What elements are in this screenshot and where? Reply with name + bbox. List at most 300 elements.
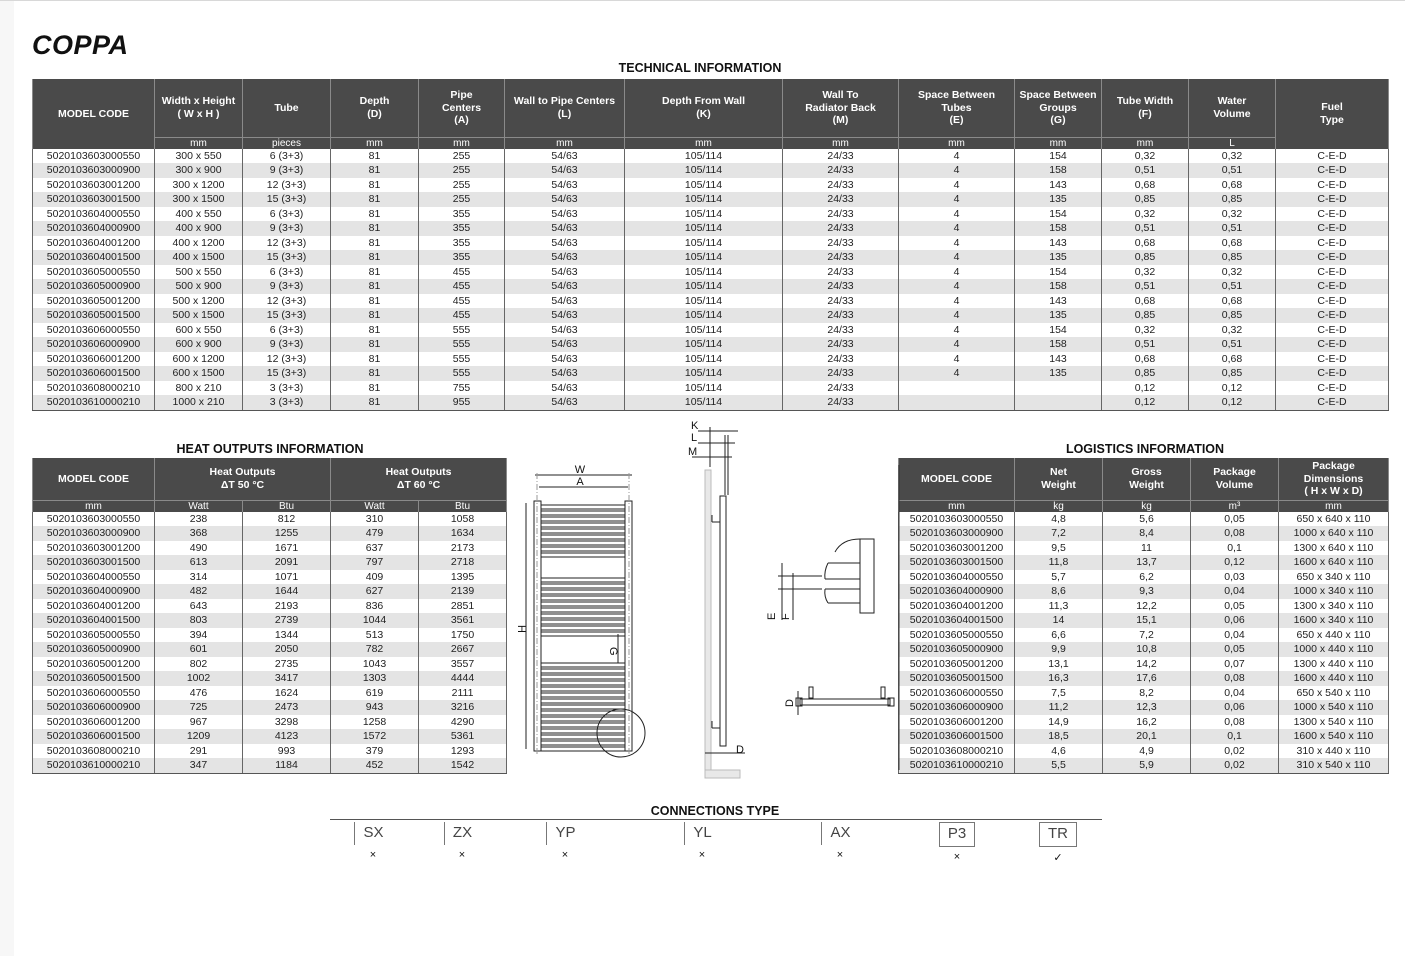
cross-icon: × (369, 849, 377, 861)
value-cell: 81 (331, 294, 419, 309)
value-cell: 803 (155, 613, 243, 628)
value-cell: 5,7 (1015, 570, 1103, 585)
top-view (796, 687, 894, 715)
table-row (33, 308, 1389, 323)
radiator-tube (541, 535, 625, 539)
value-cell: 4 (899, 323, 1015, 338)
unit-label: mm (783, 137, 899, 149)
value-cell: 1300 x 640 x 110 (1279, 541, 1389, 556)
label-w: W (574, 464, 586, 476)
connection-code: SX (354, 822, 391, 845)
value-cell: 476 (155, 686, 243, 701)
column-header (419, 79, 505, 137)
unit-label: mm (419, 137, 505, 149)
value-cell: 500 x 1500 (155, 308, 243, 323)
value-cell: 967 (155, 715, 243, 730)
header-line: MODEL CODE (58, 472, 129, 485)
connection-code: YP (546, 822, 583, 845)
value-cell: 14 (1015, 613, 1103, 628)
value-cell: 650 x 440 x 110 (1279, 628, 1389, 643)
value-cell: 4 (899, 366, 1015, 381)
value-cell: 24/33 (783, 381, 899, 396)
table-row (33, 352, 1389, 367)
value-cell: 4 (899, 294, 1015, 309)
table-row (33, 599, 507, 614)
value-cell: 1634 (419, 526, 507, 541)
header-line: Space Between (917, 89, 996, 101)
unit-label: mm (33, 500, 155, 512)
value-cell: 0,32 (1102, 323, 1189, 338)
value-cell: 0,51 (1102, 279, 1189, 294)
table-row (33, 265, 1389, 280)
table-row (33, 236, 1389, 251)
header-line: (L) (557, 107, 572, 120)
value-cell: 943 (331, 700, 419, 715)
value-cell: 81 (331, 279, 419, 294)
value-cell: 500 x 900 (155, 279, 243, 294)
model-code-cell: 5020103604001500 (33, 613, 155, 628)
value-cell: 54/63 (505, 149, 625, 164)
value-cell: 455 (419, 308, 505, 323)
label-d-side: D (736, 744, 744, 756)
value-cell: 1000 x 440 x 110 (1279, 642, 1389, 657)
column-header (1103, 458, 1191, 500)
value-cell: 650 x 640 x 110 (1279, 512, 1389, 527)
value-cell: C-E-D (1276, 250, 1389, 265)
radiator-tube (541, 523, 625, 527)
value-cell: 4 (899, 250, 1015, 265)
value-cell: 4 (899, 265, 1015, 280)
table-row (899, 526, 1389, 541)
label-m: M (688, 446, 698, 458)
value-cell: 490 (155, 541, 243, 556)
value-cell: 81 (331, 308, 419, 323)
cross-icon: × (698, 849, 706, 861)
value-cell: 513 (331, 628, 419, 643)
value-cell: 105/114 (625, 381, 783, 396)
front-view (526, 473, 645, 757)
model-code-cell: 5020103605001200 (33, 294, 155, 309)
model-code-cell: 5020103605000900 (33, 642, 155, 657)
table-row (33, 337, 1389, 352)
model-code-cell: 5020103605000550 (33, 628, 155, 643)
value-cell: 14,9 (1015, 715, 1103, 730)
radiator-tube (541, 632, 625, 636)
model-code-cell: 5020103605001500 (33, 308, 155, 323)
value-cell: 54/63 (505, 381, 625, 396)
value-cell: 7,2 (1103, 628, 1191, 643)
model-code-cell: 5020103606001500 (899, 729, 1015, 744)
radiator-tube (541, 717, 625, 721)
header-line: Volume (1215, 478, 1254, 491)
value-cell: 81 (331, 381, 419, 396)
value-cell: 1600 x 340 x 110 (1279, 613, 1389, 628)
column-header (243, 79, 331, 137)
value-cell: C-E-D (1276, 279, 1389, 294)
value-cell: 4 (899, 149, 1015, 164)
column-header (625, 79, 783, 137)
value-cell: 2050 (243, 642, 331, 657)
value-cell: 154 (1015, 265, 1102, 280)
value-cell: 0,32 (1102, 149, 1189, 164)
value-cell: 24/33 (783, 294, 899, 309)
value-cell: 650 x 540 x 110 (1279, 686, 1389, 701)
connection-code: AX (821, 822, 858, 845)
radiator-tube (541, 608, 625, 612)
header-line: Type (1320, 113, 1344, 126)
table-row (33, 715, 507, 730)
value-cell: 500 x 1200 (155, 294, 243, 309)
value-cell: 455 (419, 294, 505, 309)
radiator-tube (541, 723, 625, 727)
value-cell: 0,51 (1102, 221, 1189, 236)
value-cell: 54/63 (505, 192, 625, 207)
model-code-cell: 5020103604000550 (33, 570, 155, 585)
header-line: ( W x H ) (177, 107, 220, 120)
value-cell: 20,1 (1103, 729, 1191, 744)
value-cell: 650 x 340 x 110 (1279, 570, 1389, 585)
value-cell: 0,85 (1189, 308, 1276, 323)
column-header (1015, 458, 1103, 500)
model-code-cell: 5020103603001500 (33, 192, 155, 207)
value-cell: 4 (899, 352, 1015, 367)
value-cell: 1255 (243, 526, 331, 541)
label-a: A (576, 476, 584, 488)
value-cell: 7,2 (1015, 526, 1103, 541)
value-cell: 24/33 (783, 395, 899, 410)
model-code-cell: 5020103606000900 (33, 700, 155, 715)
value-cell: 6,2 (1103, 570, 1191, 585)
table-row (33, 192, 1389, 207)
value-cell: 3557 (419, 657, 507, 672)
table-row (33, 541, 507, 556)
radiator-tube (541, 590, 625, 594)
connection-type-zx (432, 822, 492, 861)
value-cell: 1750 (419, 628, 507, 643)
value-cell: 6 (3+3) (243, 207, 331, 222)
value-cell: 310 x 440 x 110 (1279, 744, 1389, 759)
cross-icon: × (836, 849, 844, 861)
value-cell: 627 (331, 584, 419, 599)
value-cell: 2139 (419, 584, 507, 599)
model-code-cell: 5020103603000550 (33, 512, 155, 527)
technical-table (32, 79, 1389, 411)
value-cell: 105/114 (625, 178, 783, 193)
value-cell: 154 (1015, 323, 1102, 338)
connection-code: TR (1039, 822, 1077, 847)
table-row (899, 599, 1389, 614)
value-cell: 0,02 (1191, 744, 1279, 759)
value-cell: 54/63 (505, 279, 625, 294)
value-cell: 1184 (243, 758, 331, 773)
value-cell: 355 (419, 250, 505, 265)
header-line: Fuel (1321, 101, 1343, 114)
value-cell: 4,9 (1103, 744, 1191, 759)
value-cell: 9 (3+3) (243, 163, 331, 178)
column-header (1276, 79, 1389, 149)
value-cell: 143 (1015, 352, 1102, 367)
value-cell: 17,6 (1103, 671, 1191, 686)
value-cell: 81 (331, 323, 419, 338)
table-row (899, 729, 1389, 744)
value-cell: 81 (331, 149, 419, 164)
value-cell: 105/114 (625, 192, 783, 207)
connection-code: YL (684, 822, 719, 845)
value-cell: 0,51 (1189, 221, 1276, 236)
value-cell: 12,2 (1103, 599, 1191, 614)
value-cell: 0,04 (1191, 686, 1279, 701)
value-cell: 782 (331, 642, 419, 657)
model-code-cell: 5020103605000900 (899, 642, 1015, 657)
model-code-cell: 5020103603000550 (33, 149, 155, 164)
value-cell: 3 (3+3) (243, 395, 331, 410)
value-cell: 2473 (243, 700, 331, 715)
value-cell: 4 (899, 308, 1015, 323)
model-code-cell: 5020103604000550 (899, 570, 1015, 585)
value-cell: 105/114 (625, 395, 783, 410)
value-cell: 0,51 (1189, 163, 1276, 178)
header-line: Heat Outputs (209, 466, 276, 479)
value-cell: 81 (331, 366, 419, 381)
value-cell: 12,3 (1103, 700, 1191, 715)
value-cell: 0,08 (1191, 671, 1279, 686)
value-cell: 24/33 (783, 279, 899, 294)
value-cell: C-E-D (1276, 207, 1389, 222)
value-cell: C-E-D (1276, 236, 1389, 251)
side-view (692, 427, 745, 778)
value-cell (899, 381, 1015, 396)
value-cell: C-E-D (1276, 178, 1389, 193)
column-header (1102, 79, 1189, 137)
table-row (33, 700, 507, 715)
value-cell: 1671 (243, 541, 331, 556)
technical-section-title: TECHNICAL INFORMATION (618, 61, 782, 75)
value-cell: 81 (331, 352, 419, 367)
connection-type-ax (810, 822, 870, 861)
value-cell: 54/63 (505, 221, 625, 236)
value-cell: 24/33 (783, 366, 899, 381)
product-title: COPPA (32, 30, 129, 60)
cross-icon: × (561, 849, 569, 861)
value-cell: 255 (419, 163, 505, 178)
connection-type-yp (535, 822, 595, 861)
value-cell: 0,85 (1189, 366, 1276, 381)
value-cell: 347 (155, 758, 243, 773)
unit-label: kg (1015, 500, 1103, 512)
value-cell: 105/114 (625, 323, 783, 338)
value-cell: 0,07 (1191, 657, 1279, 672)
value-cell: 7,5 (1015, 686, 1103, 701)
value-cell: 8,2 (1103, 686, 1191, 701)
value-cell: 135 (1015, 192, 1102, 207)
value-cell: 1002 (155, 671, 243, 686)
unit-label: mm (1015, 137, 1102, 149)
value-cell: 0,68 (1102, 352, 1189, 367)
value-cell: 105/114 (625, 221, 783, 236)
model-code-cell: 5020103610000210 (899, 758, 1015, 773)
value-cell: 0,12 (1102, 395, 1189, 410)
radiator-tube (541, 505, 625, 509)
value-cell: 81 (331, 337, 419, 352)
value-cell: C-E-D (1276, 395, 1389, 410)
value-cell: 15 (3+3) (243, 250, 331, 265)
value-cell: 400 x 550 (155, 207, 243, 222)
value-cell: 1344 (243, 628, 331, 643)
value-cell: 54/63 (505, 163, 625, 178)
value-cell: 0,68 (1102, 178, 1189, 193)
connections-divider (330, 819, 1102, 820)
value-cell: 2667 (419, 642, 507, 657)
table-row (33, 294, 1389, 309)
model-code-cell: 5020103605000550 (33, 265, 155, 280)
value-cell: 9 (3+3) (243, 279, 331, 294)
value-cell: 9,9 (1015, 642, 1103, 657)
model-code-cell: 5020103603000900 (33, 163, 155, 178)
unit-label: Watt (155, 500, 243, 512)
value-cell: 143 (1015, 178, 1102, 193)
value-cell: 0,03 (1191, 570, 1279, 585)
model-code-cell: 5020103606000900 (899, 700, 1015, 715)
value-cell: 802 (155, 657, 243, 672)
value-cell: 2851 (419, 599, 507, 614)
value-cell: 12 (3+3) (243, 236, 331, 251)
value-cell: 5,9 (1103, 758, 1191, 773)
radiator-tube (541, 729, 625, 733)
value-cell: 0,68 (1189, 352, 1276, 367)
connection-code: ZX (444, 822, 480, 845)
column-header (899, 458, 1015, 500)
value-cell: 16,3 (1015, 671, 1103, 686)
value-cell: 1303 (331, 671, 419, 686)
value-cell: 8,4 (1103, 526, 1191, 541)
value-cell: 2111 (419, 686, 507, 701)
value-cell: 6 (3+3) (243, 265, 331, 280)
radiator-tube (541, 735, 625, 739)
column-header (1191, 458, 1279, 500)
value-cell: 2718 (419, 555, 507, 570)
model-code-cell: 5020103606001500 (33, 729, 155, 744)
check-icon: ✓ (1053, 852, 1063, 864)
table-row (33, 758, 507, 773)
value-cell: 3216 (419, 700, 507, 715)
model-code-cell: 5020103604000900 (33, 584, 155, 599)
value-cell: 0,51 (1102, 337, 1189, 352)
model-code-cell: 5020103604000900 (33, 221, 155, 236)
value-cell: 0,12 (1102, 381, 1189, 396)
value-cell: 54/63 (505, 352, 625, 367)
value-cell: 3298 (243, 715, 331, 730)
value-cell: 0,08 (1191, 526, 1279, 541)
value-cell: C-E-D (1276, 163, 1389, 178)
value-cell: 0,32 (1102, 207, 1189, 222)
table-row (899, 700, 1389, 715)
value-cell: 4 (899, 207, 1015, 222)
radiator-tube (541, 741, 625, 745)
model-code-cell: 5020103603001200 (33, 541, 155, 556)
value-cell: 1058 (419, 512, 507, 527)
value-cell: 1572 (331, 729, 419, 744)
value-cell: 11,2 (1015, 700, 1103, 715)
value-cell: 13,1 (1015, 657, 1103, 672)
value-cell: 6 (3+3) (243, 149, 331, 164)
value-cell: 0,68 (1102, 294, 1189, 309)
value-cell: 555 (419, 323, 505, 338)
unit-label: mm (899, 500, 1015, 512)
header-line: Wall To (822, 89, 859, 101)
value-cell: 105/114 (625, 308, 783, 323)
value-cell (1015, 381, 1102, 396)
header-line: Heat Outputs (385, 466, 452, 479)
value-cell: 81 (331, 207, 419, 222)
value-cell: 105/114 (625, 352, 783, 367)
value-cell: 5,6 (1103, 512, 1191, 527)
model-code-cell: 5020103604001200 (33, 599, 155, 614)
table-row (33, 366, 1389, 381)
unit-label: mm (899, 137, 1015, 149)
value-cell: 600 x 1200 (155, 352, 243, 367)
value-cell: 4444 (419, 671, 507, 686)
unit-label: mm (625, 137, 783, 149)
value-cell: 15 (3+3) (243, 308, 331, 323)
value-cell: 158 (1015, 221, 1102, 236)
value-cell: 643 (155, 599, 243, 614)
header-line: Gross (1131, 466, 1162, 479)
header-line: Weight (1129, 478, 1164, 491)
table-row (899, 512, 1389, 527)
value-cell: 379 (331, 744, 419, 759)
value-cell: 0,32 (1102, 265, 1189, 280)
value-cell: 400 x 900 (155, 221, 243, 236)
value-cell: 310 x 540 x 110 (1279, 758, 1389, 773)
header-line: MODEL CODE (921, 472, 992, 485)
value-cell: C-E-D (1276, 265, 1389, 280)
model-code-cell: 5020103610000210 (33, 395, 155, 410)
value-cell: 2735 (243, 657, 331, 672)
table-row (33, 584, 507, 599)
value-cell: 255 (419, 149, 505, 164)
value-cell: 4123 (243, 729, 331, 744)
table-row (33, 657, 507, 672)
value-cell: 18,5 (1015, 729, 1103, 744)
value-cell: 14,2 (1103, 657, 1191, 672)
header-line: Tube (274, 101, 299, 114)
value-cell: 1624 (243, 686, 331, 701)
connection-type-yl (672, 822, 732, 861)
table-row (33, 686, 507, 701)
unit-label: Btu (243, 500, 331, 512)
unit-label: Watt (331, 500, 419, 512)
logistics-section-title: LOGISTICS INFORMATION (1065, 442, 1225, 456)
column-header (331, 79, 419, 137)
header-line: Tube Width (1116, 95, 1174, 108)
model-code-cell: 5020103603001200 (899, 541, 1015, 556)
value-cell: 143 (1015, 294, 1102, 309)
model-code-cell: 5020103604000900 (899, 584, 1015, 599)
model-code-cell: 5020103603000900 (899, 526, 1015, 541)
value-cell: 1293 (419, 744, 507, 759)
label-e: E (766, 612, 778, 620)
value-cell: 355 (419, 236, 505, 251)
value-cell: 310 (331, 512, 419, 527)
value-cell: 5361 (419, 729, 507, 744)
value-cell: 1209 (155, 729, 243, 744)
value-cell: 81 (331, 236, 419, 251)
value-cell: 300 x 550 (155, 149, 243, 164)
header-line: Water (1217, 95, 1247, 108)
value-cell: 1600 x 440 x 110 (1279, 671, 1389, 686)
value-cell: 0,85 (1189, 192, 1276, 207)
header-line: Package (1312, 460, 1355, 472)
